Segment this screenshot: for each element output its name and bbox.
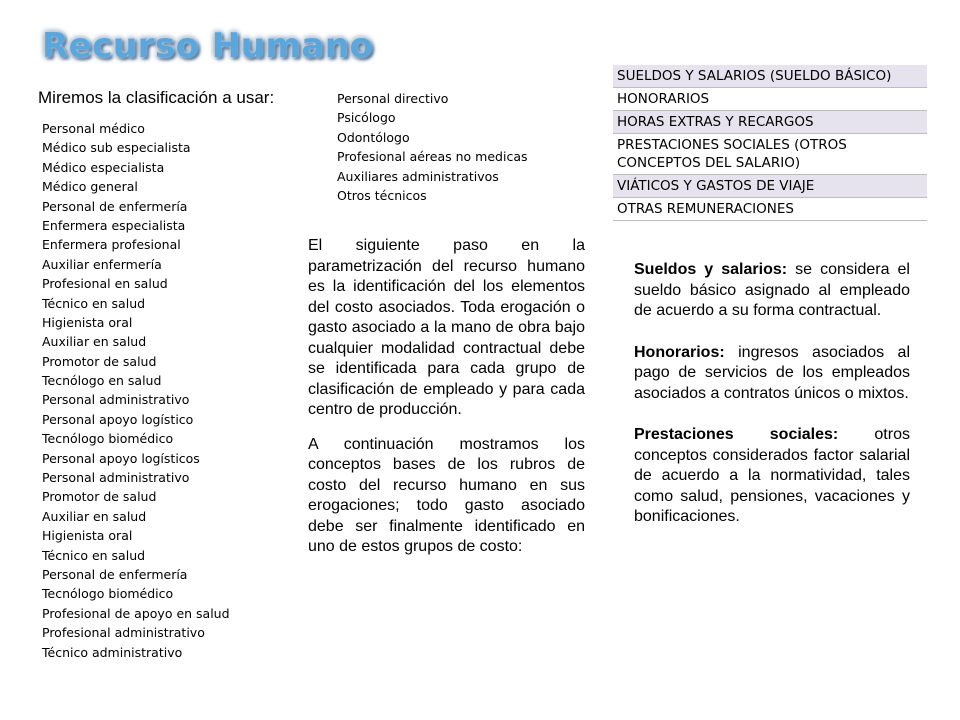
list-item: Tecnólogo biomédico [42, 431, 174, 447]
list-item: Higienista oral [42, 528, 133, 544]
slide-title: Recurso Humano [42, 26, 374, 66]
list-item: Médico especialista [42, 159, 165, 175]
definition-term: Honorarios: [634, 343, 725, 361]
cost-concepts-table [613, 65, 927, 221]
table-row [613, 198, 927, 221]
explanation-text [308, 236, 585, 572]
list-item: Enfermera especialista [42, 217, 186, 233]
list-item: Técnico administrativo [42, 644, 183, 660]
list-item: Personal apoyo logístico [42, 411, 194, 427]
list-item: Profesional aéreas no medicas [337, 149, 528, 165]
definition-text: se considera el sueldo básico asignado al empleado de acuerdo a su forma contractual. [634, 261, 910, 319]
list-item: Personal de enfermería [42, 566, 188, 582]
paragraph: A continuación mostramos los conceptos bases de los rubros de costo del recurso humano en sus erogaciones; todo gasto asociado debe ser finalmente identificado en uno de estos grupos de costo: [308, 435, 585, 555]
list-item: Psicólogo [337, 110, 396, 126]
list-item: Médico general [42, 179, 138, 195]
list-item: Promotor de salud [42, 353, 157, 369]
list-item: Personal administrativo [42, 470, 190, 486]
classification-heading: Miremos la clasificación a usar: [38, 88, 275, 107]
table-cell: SUELDOS Y SALARIOS (SUELDO BÁSICO) [613, 65, 927, 88]
definition-paragraph [634, 343, 910, 405]
list-item: Personal directivo [337, 91, 449, 106]
definition-paragraph [634, 260, 910, 322]
list-item: Odontólogo [337, 129, 410, 145]
table-row [613, 134, 927, 175]
table-row [613, 88, 927, 111]
list-item: Profesional de apoyo en salud [42, 605, 230, 621]
list-item: Otros técnicos [337, 187, 427, 203]
table-row [613, 175, 927, 198]
definition-text: ingresos asociados al pago de servicios de los empleados asociados a contratos únicos o mixtos. [634, 343, 910, 402]
list-item: Tecnólogo biomédico [42, 586, 174, 602]
list-item: Técnico en salud [42, 547, 146, 563]
table-cell: VIÁTICOS Y GASTOS DE VIAJE [613, 175, 927, 198]
definitions [634, 260, 910, 549]
table-cell: HORAS EXTRAS Y RECARGOS [613, 111, 927, 134]
list-item: Personal médico [42, 121, 145, 136]
list-item: Personal apoyo logísticos [42, 450, 200, 466]
list-item: Técnico en salud [42, 295, 146, 311]
list-item: Profesional administrativo [42, 625, 205, 641]
list-item: Auxiliar enfermería [42, 256, 162, 272]
list-item: Auxiliar en salud [42, 334, 147, 350]
list-item: Higienista oral [42, 314, 133, 330]
table-cell: HONORARIOS [613, 88, 927, 111]
definition-term: Sueldos y salarios: [634, 261, 788, 278]
definition-paragraph [634, 425, 910, 528]
list-item: Auxiliares administrativos [337, 168, 499, 184]
list-item: Enfermera profesional [42, 237, 181, 253]
list-item: Médico sub especialista [42, 140, 191, 156]
definition-text: otros conceptos considerados factor salarial de acuerdo a la normatividad, tales como salud, pensiones, vacaciones y bonificaciones. [634, 426, 910, 525]
table-row [613, 65, 927, 88]
additional-classification-list [337, 89, 528, 205]
paragraph: El siguiente paso en la parametrización del recurso humano es la identificación del los elementos del costo asociados. Toda erogación o gasto asociado a la mano de obra bajo cualquier modalidad contractual debe se identificada para cada grupo de clasificación de empleado y para cada centro de producción. [308, 237, 585, 418]
list-item: Profesional en salud [42, 276, 168, 292]
list-item: Promotor de salud [42, 489, 157, 505]
definition-term: Prestaciones sociales: [634, 426, 839, 443]
table-row [613, 111, 927, 134]
list-item: Personal de enfermería [42, 198, 188, 214]
list-item: Tecnólogo en salud [42, 373, 162, 389]
list-item: Personal administrativo [42, 392, 190, 408]
table-cell: OTRAS REMUNERACIONES [613, 198, 927, 221]
employee-classification-list [42, 119, 230, 662]
table-cell: PRESTACIONES SOCIALES (OTROS CONCEPTOS DEL SALARIO) [613, 134, 927, 175]
list-item: Auxiliar en salud [42, 508, 147, 524]
